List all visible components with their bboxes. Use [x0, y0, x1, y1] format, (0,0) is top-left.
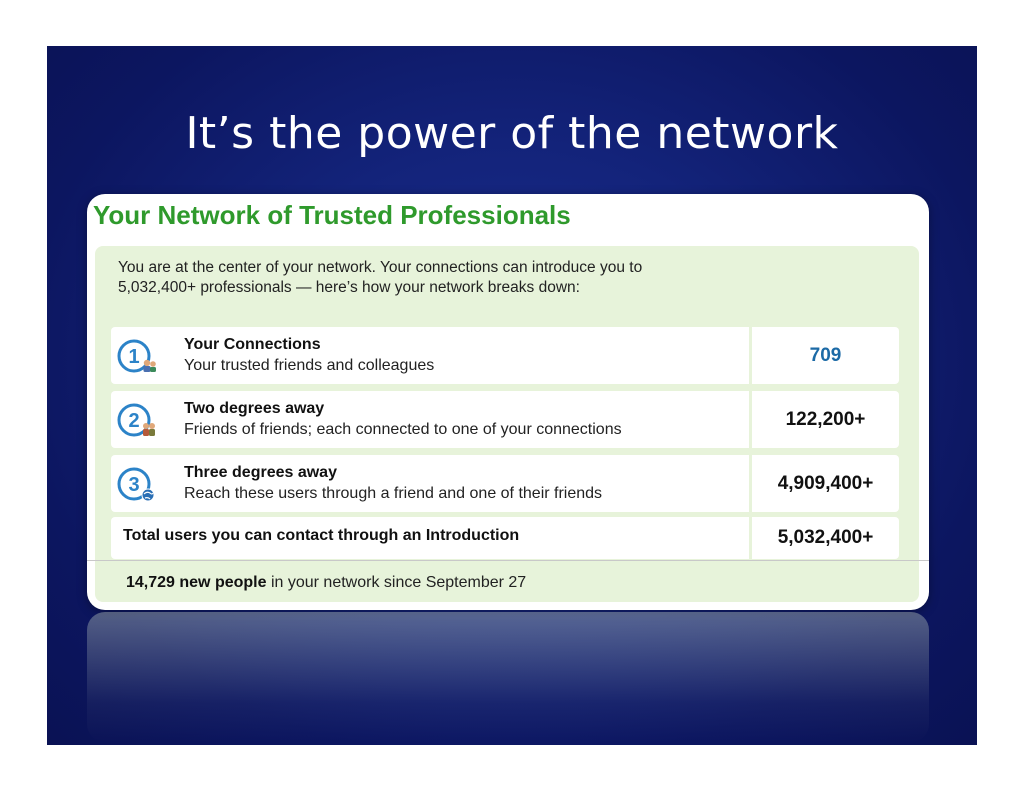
row-main — [111, 517, 749, 559]
svg-text:3: 3 — [128, 474, 140, 496]
slide — [47, 46, 977, 745]
network-row-three-degrees — [111, 455, 899, 512]
slide-title: It’s the power of the network — [185, 108, 839, 159]
row-main — [111, 391, 749, 448]
network-row-two-degrees — [111, 391, 899, 448]
connections-count-link[interactable]: 709 — [752, 327, 899, 384]
svg-text:1: 1 — [128, 346, 140, 368]
degree-3-globe-icon — [117, 465, 157, 505]
card-heading: Your Network of Trusted Professionals — [93, 200, 571, 230]
row-description: Your trusted friends and colleagues — [184, 357, 435, 374]
footer-text — [126, 574, 526, 592]
row-title: Your Connections — [184, 336, 321, 353]
two-degrees-count: 122,200+ — [752, 391, 899, 448]
network-card — [87, 194, 929, 610]
network-row-connections — [111, 327, 899, 384]
intro-text: You are at the center of your network. Your connections can introduce you to 5,032,400+ professionals — here’s how your network breaks down: — [118, 259, 643, 296]
new-people-count: 14,729 new people — [126, 574, 267, 591]
network-row-total — [111, 517, 899, 559]
row-main — [111, 455, 749, 512]
total-label: Total users you can contact through an Introduction — [123, 527, 520, 544]
row-description: Friends of friends; each connected to one of your connections — [184, 421, 622, 438]
footer-rest: in your network since September 27 — [266, 574, 527, 591]
degree-1-connections-icon — [117, 337, 157, 377]
divider — [87, 560, 929, 561]
svg-text:2: 2 — [128, 410, 140, 432]
degree-2-friends-icon — [117, 401, 157, 441]
row-title: Two degrees away — [184, 400, 325, 417]
row-description: Reach these users through a friend and one of their friends — [184, 485, 603, 502]
card-reflection — [87, 612, 929, 742]
total-count: 5,032,400+ — [752, 517, 899, 559]
row-title: Three degrees away — [184, 464, 337, 481]
row-main — [111, 327, 749, 384]
reflection-gradient — [87, 612, 929, 742]
network-panel — [95, 246, 919, 602]
three-degrees-count: 4,909,400+ — [752, 455, 899, 512]
